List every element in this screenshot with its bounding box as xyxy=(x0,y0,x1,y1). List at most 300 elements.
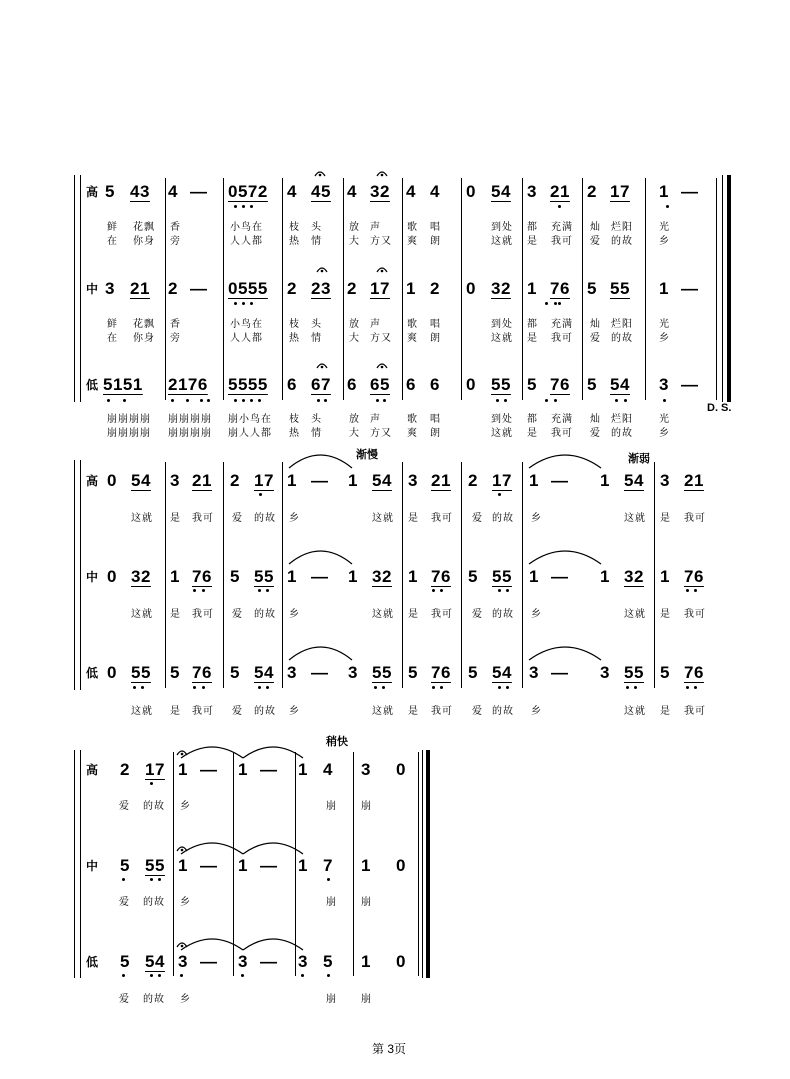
lyric: 花飘 xyxy=(133,319,155,330)
note-high: 17 xyxy=(492,471,512,490)
lyric: 你身 xyxy=(133,236,155,247)
note-low: 76 xyxy=(550,375,570,394)
lyric: 爱 xyxy=(590,236,601,247)
voice-label: 低 xyxy=(86,378,99,392)
note-high: — xyxy=(311,471,329,490)
lyric: 到处 xyxy=(491,414,513,425)
note-low: 2176 xyxy=(168,375,208,394)
lyric: 的故 xyxy=(254,609,276,620)
lyric: 大 xyxy=(349,333,360,344)
lyric: 崩崩崩崩 xyxy=(168,414,212,425)
note-high: 4 xyxy=(406,182,416,201)
lyric: 你身 xyxy=(133,333,155,344)
note-mid: 1 xyxy=(527,279,537,298)
lyric: 崩人人都 xyxy=(228,428,272,439)
note-high: 32 xyxy=(370,182,390,201)
lyric: 这就 xyxy=(624,513,646,524)
note-high: 54 xyxy=(491,182,511,201)
note-mid: 1 xyxy=(287,567,297,586)
lyric: 的故 xyxy=(492,609,514,620)
lyric: 我可 xyxy=(431,513,453,524)
note-high: 1 xyxy=(298,760,308,779)
note-mid: 0 xyxy=(396,856,406,875)
lyric: 烂阳 xyxy=(611,414,633,425)
lyric: 爱 xyxy=(232,706,243,717)
lyric: 这就 xyxy=(372,609,394,620)
note-mid: 2 xyxy=(287,279,297,298)
slur xyxy=(529,455,601,468)
lyric: 都 xyxy=(527,222,538,233)
note-high: 5 xyxy=(105,182,115,201)
note-low: 67 xyxy=(311,375,331,394)
lyric: 放 xyxy=(349,414,360,425)
note-mid: 0 xyxy=(466,279,476,298)
note-high: 1 xyxy=(287,471,297,490)
note-high: 2 xyxy=(230,471,240,490)
note-mid: — xyxy=(190,279,208,298)
lyric: 我可 xyxy=(551,428,573,439)
lyric: 到处 xyxy=(491,319,513,330)
lyric: 崩 xyxy=(326,994,337,1005)
note-mid: 5 xyxy=(468,567,478,586)
lyric: 我可 xyxy=(192,513,214,524)
note-high: 3 xyxy=(408,471,418,490)
lyric: 的故 xyxy=(611,428,633,439)
lyric: 在 xyxy=(107,236,118,247)
fermata-dot xyxy=(381,270,384,273)
note-mid: 32 xyxy=(131,567,151,586)
note-mid: 55 xyxy=(492,567,512,586)
note-mid: 17 xyxy=(370,279,390,298)
note-low: 0 xyxy=(396,952,406,971)
lyric: 花飘 xyxy=(133,222,155,233)
lyric: 爱 xyxy=(472,513,483,524)
note-mid: 1 xyxy=(361,856,371,875)
lyric: 是 xyxy=(408,706,419,717)
lyric: 是 xyxy=(408,513,419,524)
lyric: 的故 xyxy=(254,513,276,524)
note-low: 5 xyxy=(230,663,240,682)
note-low: 5555 xyxy=(228,375,268,394)
lyric: 乡 xyxy=(180,801,191,812)
note-high: 4 xyxy=(430,182,440,201)
lyric: 朗 xyxy=(430,333,441,344)
lyric: 乡 xyxy=(531,706,542,717)
lyric: 爱 xyxy=(472,609,483,620)
note-high: — xyxy=(551,471,569,490)
note-mid: 76 xyxy=(431,567,451,586)
note-mid: 1 xyxy=(348,567,358,586)
note-mid: 1 xyxy=(238,856,248,875)
lyric: 是 xyxy=(527,333,538,344)
lyric: 爱 xyxy=(119,801,130,812)
lyric: 都 xyxy=(527,414,538,425)
tempo-mark: 稍快 xyxy=(326,736,348,748)
lyric: 情 xyxy=(311,428,322,439)
slur xyxy=(529,551,601,564)
slur xyxy=(181,939,243,950)
slur xyxy=(243,747,303,758)
lyric: 热 xyxy=(289,236,300,247)
note-high: 21 xyxy=(192,471,212,490)
lyric: 的故 xyxy=(492,706,514,717)
lyric: 这就 xyxy=(624,609,646,620)
lyric: 爱 xyxy=(590,428,601,439)
lyric: 枝 xyxy=(289,319,300,330)
lyric: 爱 xyxy=(232,513,243,524)
note-mid: 32 xyxy=(624,567,644,586)
note-high: 4 xyxy=(168,182,178,201)
lyric: 鲜 xyxy=(107,222,118,233)
lyric: 大 xyxy=(349,236,360,247)
note-low: 0 xyxy=(466,375,476,394)
lyric: 方又 xyxy=(370,428,392,439)
lyric: 光 xyxy=(659,222,670,233)
note-high: 4 xyxy=(323,760,333,779)
lyric: 乡 xyxy=(659,333,670,344)
lyric: 这就 xyxy=(624,706,646,717)
lyric: 枝 xyxy=(289,222,300,233)
lyric: 爽 xyxy=(407,333,418,344)
lyric: 头 xyxy=(311,222,322,233)
note-low: 54 xyxy=(610,375,630,394)
note-high: 21 xyxy=(431,471,451,490)
lyric: 是 xyxy=(660,609,671,620)
lyric: 烂阳 xyxy=(611,319,633,330)
slur xyxy=(181,843,243,854)
note-high: 2 xyxy=(468,471,478,490)
note-high: 1 xyxy=(238,760,248,779)
lyric: 爽 xyxy=(407,428,418,439)
voice-label: 中 xyxy=(86,859,99,873)
lyric: 乡 xyxy=(289,706,300,717)
note-low: 5 xyxy=(468,663,478,682)
lyric: 的故 xyxy=(492,513,514,524)
note-high: 4 xyxy=(287,182,297,201)
note-mid: 1 xyxy=(170,567,180,586)
lyric: 朗 xyxy=(430,428,441,439)
lyric: 我可 xyxy=(551,236,573,247)
lyric: 光 xyxy=(659,414,670,425)
note-low: 3 xyxy=(600,663,610,682)
lyric: 的故 xyxy=(254,706,276,717)
note-low: — xyxy=(551,663,569,682)
note-low: — xyxy=(200,952,218,971)
note-high: 21 xyxy=(550,182,570,201)
lyric: 崩 xyxy=(361,801,372,812)
lyric: 香 xyxy=(170,319,181,330)
fermata-dot xyxy=(181,753,184,756)
lyric: 烂阳 xyxy=(611,222,633,233)
lyric: 热 xyxy=(289,333,300,344)
lyric: 热 xyxy=(289,428,300,439)
note-high: 1 xyxy=(600,471,610,490)
lyric: 放 xyxy=(349,222,360,233)
note-high: 0572 xyxy=(228,182,268,201)
lyric: 这就 xyxy=(131,706,153,717)
lyric: 我可 xyxy=(684,706,706,717)
lyric: 充满 xyxy=(551,414,573,425)
note-low: 5 xyxy=(323,952,333,971)
lyric: 这就 xyxy=(131,513,153,524)
tempo-mark: 渐慢 xyxy=(356,449,378,461)
slur xyxy=(529,647,601,660)
note-high: 3 xyxy=(660,471,670,490)
note-mid: 0555 xyxy=(228,279,268,298)
lyric: 是 xyxy=(170,706,181,717)
slur xyxy=(289,551,352,564)
fermata-dot xyxy=(181,945,184,948)
note-mid: 1 xyxy=(660,567,670,586)
note-high: 1 xyxy=(348,471,358,490)
voice-label: 低 xyxy=(86,955,99,969)
note-high: 2 xyxy=(120,760,130,779)
lyric: 我可 xyxy=(551,333,573,344)
lyric: 崩 xyxy=(361,897,372,908)
note-high: — xyxy=(681,182,699,201)
note-mid: 23 xyxy=(311,279,331,298)
lyric: 崩崩崩崩 xyxy=(107,414,151,425)
note-high: 21 xyxy=(684,471,704,490)
lyric: 乡 xyxy=(289,513,300,524)
note-high: 17 xyxy=(145,760,165,779)
note-high: 43 xyxy=(130,182,150,201)
lyric: 充满 xyxy=(551,222,573,233)
lyric: 这就 xyxy=(491,428,513,439)
page-number: 第 3页 xyxy=(372,1042,407,1056)
note-mid: 55 xyxy=(610,279,630,298)
note-low: 1 xyxy=(361,952,371,971)
note-mid: 1 xyxy=(408,567,418,586)
lyric: 乡 xyxy=(289,609,300,620)
note-high: 45 xyxy=(311,182,331,201)
note-mid: 1 xyxy=(178,856,188,875)
lyric: 崩崩崩崩 xyxy=(168,428,212,439)
lyric: 的故 xyxy=(143,994,165,1005)
note-low: 5 xyxy=(527,375,537,394)
note-low: — xyxy=(311,663,329,682)
note-low: 3 xyxy=(659,375,669,394)
lyric: 乡 xyxy=(659,428,670,439)
lyric: 是 xyxy=(660,706,671,717)
lyric: 的故 xyxy=(611,333,633,344)
lyric: 歌 xyxy=(407,414,418,425)
note-mid: 5 xyxy=(587,279,597,298)
note-high: 1 xyxy=(178,760,188,779)
note-mid: 1 xyxy=(659,279,669,298)
fermata-dot xyxy=(319,174,322,177)
note-mid: 76 xyxy=(684,567,704,586)
note-mid: 32 xyxy=(372,567,392,586)
lyric: 方又 xyxy=(370,333,392,344)
lyric: 崩 xyxy=(361,994,372,1005)
lyric: 乡 xyxy=(659,236,670,247)
lyric: 枝 xyxy=(289,414,300,425)
lyric: 是 xyxy=(408,609,419,620)
fermata-dot xyxy=(381,174,384,177)
lyric: 崩 xyxy=(326,897,337,908)
note-mid: 32 xyxy=(491,279,511,298)
slur xyxy=(289,647,352,660)
note-low: 0 xyxy=(107,663,117,682)
ds-mark: D. S. xyxy=(707,402,732,414)
lyric: 唱 xyxy=(430,222,441,233)
lyric: 乡 xyxy=(531,513,542,524)
lyric: 灿 xyxy=(590,414,601,425)
note-low: 6 xyxy=(287,375,297,394)
lyric: 爽 xyxy=(407,236,418,247)
lyric: 是 xyxy=(527,428,538,439)
lyric: 头 xyxy=(311,319,322,330)
note-mid: — xyxy=(311,567,329,586)
note-high: 54 xyxy=(131,471,151,490)
dynamic-mark: 渐弱 xyxy=(628,453,650,465)
slur xyxy=(243,843,303,854)
note-mid: 5 xyxy=(120,856,130,875)
fermata-dot xyxy=(321,366,324,369)
note-low: 54 xyxy=(145,952,165,971)
lyric: 人人都 xyxy=(230,333,263,344)
note-low: — xyxy=(260,952,278,971)
lyric: 崩小鸟在 xyxy=(228,414,272,425)
note-low: 55 xyxy=(131,663,151,682)
note-mid: 5 xyxy=(230,567,240,586)
lyric: 是 xyxy=(660,513,671,524)
note-high: 3 xyxy=(170,471,180,490)
lyric: 香 xyxy=(170,222,181,233)
lyric: 是 xyxy=(527,236,538,247)
lyric: 的故 xyxy=(611,236,633,247)
lyric: 在 xyxy=(107,333,118,344)
voice-label: 高 xyxy=(86,474,99,488)
note-mid: 76 xyxy=(192,567,212,586)
lyric: 旁 xyxy=(170,333,181,344)
slur xyxy=(289,455,352,468)
note-low: 3 xyxy=(298,952,308,971)
voice-label: 高 xyxy=(86,763,99,777)
slur xyxy=(243,939,303,950)
lyric: 歌 xyxy=(407,222,418,233)
lyric: 这就 xyxy=(372,706,394,717)
note-mid: 55 xyxy=(254,567,274,586)
note-mid: — xyxy=(200,856,218,875)
lyric: 崩 xyxy=(326,801,337,812)
note-high: 54 xyxy=(372,471,392,490)
note-low: 3 xyxy=(238,952,248,971)
lyric: 唱 xyxy=(430,319,441,330)
lyric: 这就 xyxy=(491,236,513,247)
lyric: 的故 xyxy=(143,897,165,908)
lyric: 人人都 xyxy=(230,236,263,247)
note-high: 2 xyxy=(587,182,597,201)
lyric: 情 xyxy=(311,333,322,344)
note-low: 55 xyxy=(624,663,644,682)
note-low: 55 xyxy=(372,663,392,682)
lyric: 崩崩崩崩 xyxy=(107,428,151,439)
note-low: 76 xyxy=(192,663,212,682)
note-low: 5 xyxy=(120,952,130,971)
lyric: 歌 xyxy=(407,319,418,330)
note-high: 0 xyxy=(396,760,406,779)
note-low: 5 xyxy=(587,375,597,394)
lyric: 旁 xyxy=(170,236,181,247)
lyric: 我可 xyxy=(684,513,706,524)
voice-label: 低 xyxy=(86,666,99,680)
note-mid: 2 xyxy=(347,279,357,298)
lyric: 鲜 xyxy=(107,319,118,330)
lyric: 这就 xyxy=(131,609,153,620)
note-high: 54 xyxy=(624,471,644,490)
note-mid: 7 xyxy=(323,856,333,875)
lyric: 灿 xyxy=(590,222,601,233)
lyric: 爱 xyxy=(232,609,243,620)
voice-label: 高 xyxy=(86,185,99,199)
lyric: 爱 xyxy=(590,333,601,344)
note-mid: 2 xyxy=(430,279,440,298)
lyric: 乡 xyxy=(531,609,542,620)
lyric: 声 xyxy=(370,319,381,330)
fermata-dot xyxy=(381,366,384,369)
note-mid: 21 xyxy=(130,279,150,298)
lyric: 我可 xyxy=(431,706,453,717)
note-low: 76 xyxy=(684,663,704,682)
lyric: 光 xyxy=(659,319,670,330)
note-high: 1 xyxy=(659,182,669,201)
note-low: 5 xyxy=(660,663,670,682)
lyric: 我可 xyxy=(684,609,706,620)
lyric: 这就 xyxy=(491,333,513,344)
note-high: 3 xyxy=(361,760,371,779)
lyric: 情 xyxy=(311,236,322,247)
lyric: 的故 xyxy=(143,801,165,812)
lyric: 都 xyxy=(527,319,538,330)
note-mid: 1 xyxy=(406,279,416,298)
note-mid: 2 xyxy=(168,279,178,298)
note-low: 3 xyxy=(348,663,358,682)
note-high: 4 xyxy=(347,182,357,201)
lyric: 是 xyxy=(170,609,181,620)
lyric: 唱 xyxy=(430,414,441,425)
note-low: 3 xyxy=(529,663,539,682)
lyric: 朗 xyxy=(430,236,441,247)
lyric: 这就 xyxy=(372,513,394,524)
lyric: 乡 xyxy=(180,897,191,908)
note-high: — xyxy=(260,760,278,779)
note-low: — xyxy=(681,375,699,394)
note-mid: 1 xyxy=(529,567,539,586)
note-low: 54 xyxy=(492,663,512,682)
lyric: 我可 xyxy=(192,706,214,717)
fermata-dot xyxy=(321,270,324,273)
lyric: 小鸟在 xyxy=(230,222,263,233)
lyric: 充满 xyxy=(551,319,573,330)
note-low: 5 xyxy=(170,663,180,682)
note-low: 54 xyxy=(254,663,274,682)
note-high: 17 xyxy=(254,471,274,490)
note-high: — xyxy=(200,760,218,779)
lyric: 爱 xyxy=(119,897,130,908)
voice-label: 中 xyxy=(86,570,99,584)
note-high: 17 xyxy=(610,182,630,201)
lyric: 声 xyxy=(370,222,381,233)
lyric: 放 xyxy=(349,319,360,330)
lyric: 方又 xyxy=(370,236,392,247)
note-high: 0 xyxy=(466,182,476,201)
fermata-dot xyxy=(181,849,184,852)
lyric: 头 xyxy=(311,414,322,425)
note-mid: 0 xyxy=(107,567,117,586)
note-low: 6 xyxy=(406,375,416,394)
